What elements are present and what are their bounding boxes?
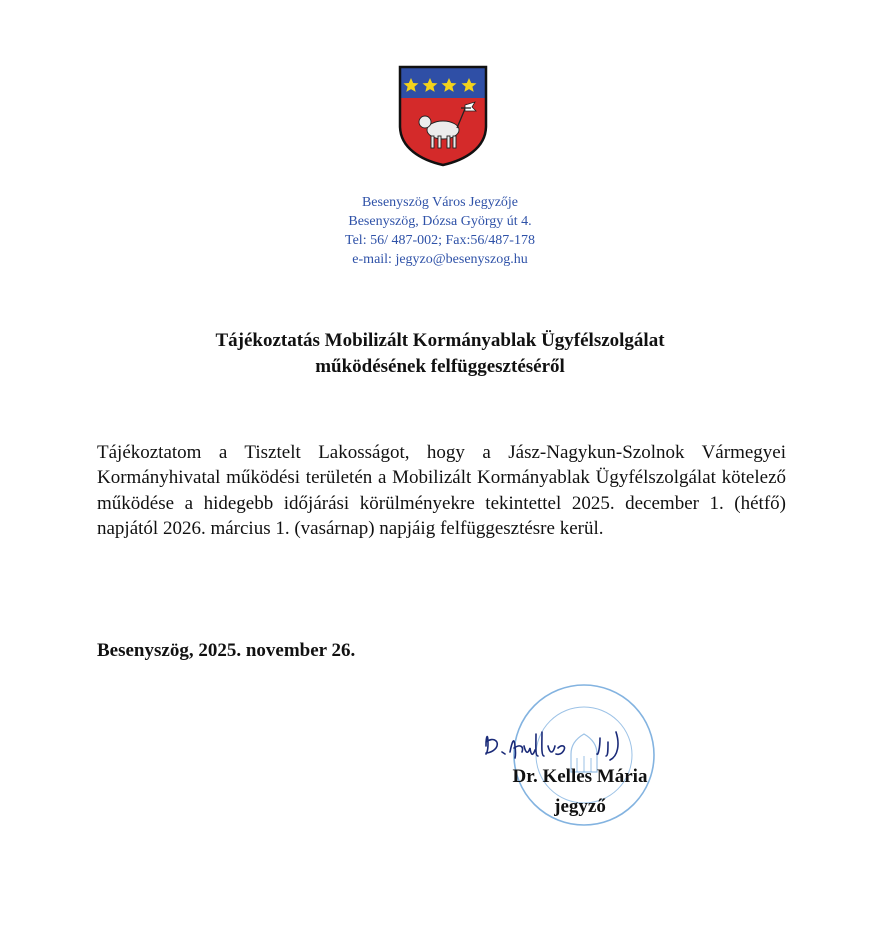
- body-paragraph: Tájékoztatom a Tisztelt Lakosságot, hogy a Jász-Nagykun-Szolnok Vármegyei Kormányhivatal működési területén a Mobilizált Kormányablak Ügyfélszolgálat kötelező működése a hidegebb időjárási körülményekre tekintettel 2025. december 1. (hétfő) napjától 2026. március 1. (vasárnap) napjáig felfüggesztésre kerül.: [97, 442, 786, 539]
- signatory-name: Dr. Kelles Mária: [512, 766, 648, 787]
- handwritten-signature-icon: [478, 712, 678, 772]
- document-title: [90, 328, 790, 380]
- letterhead-email: e-mail: jegyzo@besenyszog.hu: [352, 252, 528, 267]
- title-line-1: Tájékoztatás Mobilizált Kormányablak Ügyfélszolgálat: [215, 330, 665, 351]
- coat-of-arms-icon: [397, 64, 489, 168]
- letterhead-phone-fax: Tel: 56/ 487-002; Fax:56/487-178: [345, 233, 535, 248]
- letterhead: [240, 193, 640, 269]
- signatory-role: jegyző: [554, 796, 606, 817]
- title-line-2: működésének felfüggesztéséről: [315, 356, 565, 377]
- letterhead-address: Besenyszög, Dózsa György út 4.: [348, 214, 532, 229]
- letterhead-office: Besenyszög Város Jegyzője: [361, 195, 519, 210]
- place-and-date: Besenyszög, 2025. november 26.: [97, 640, 356, 661]
